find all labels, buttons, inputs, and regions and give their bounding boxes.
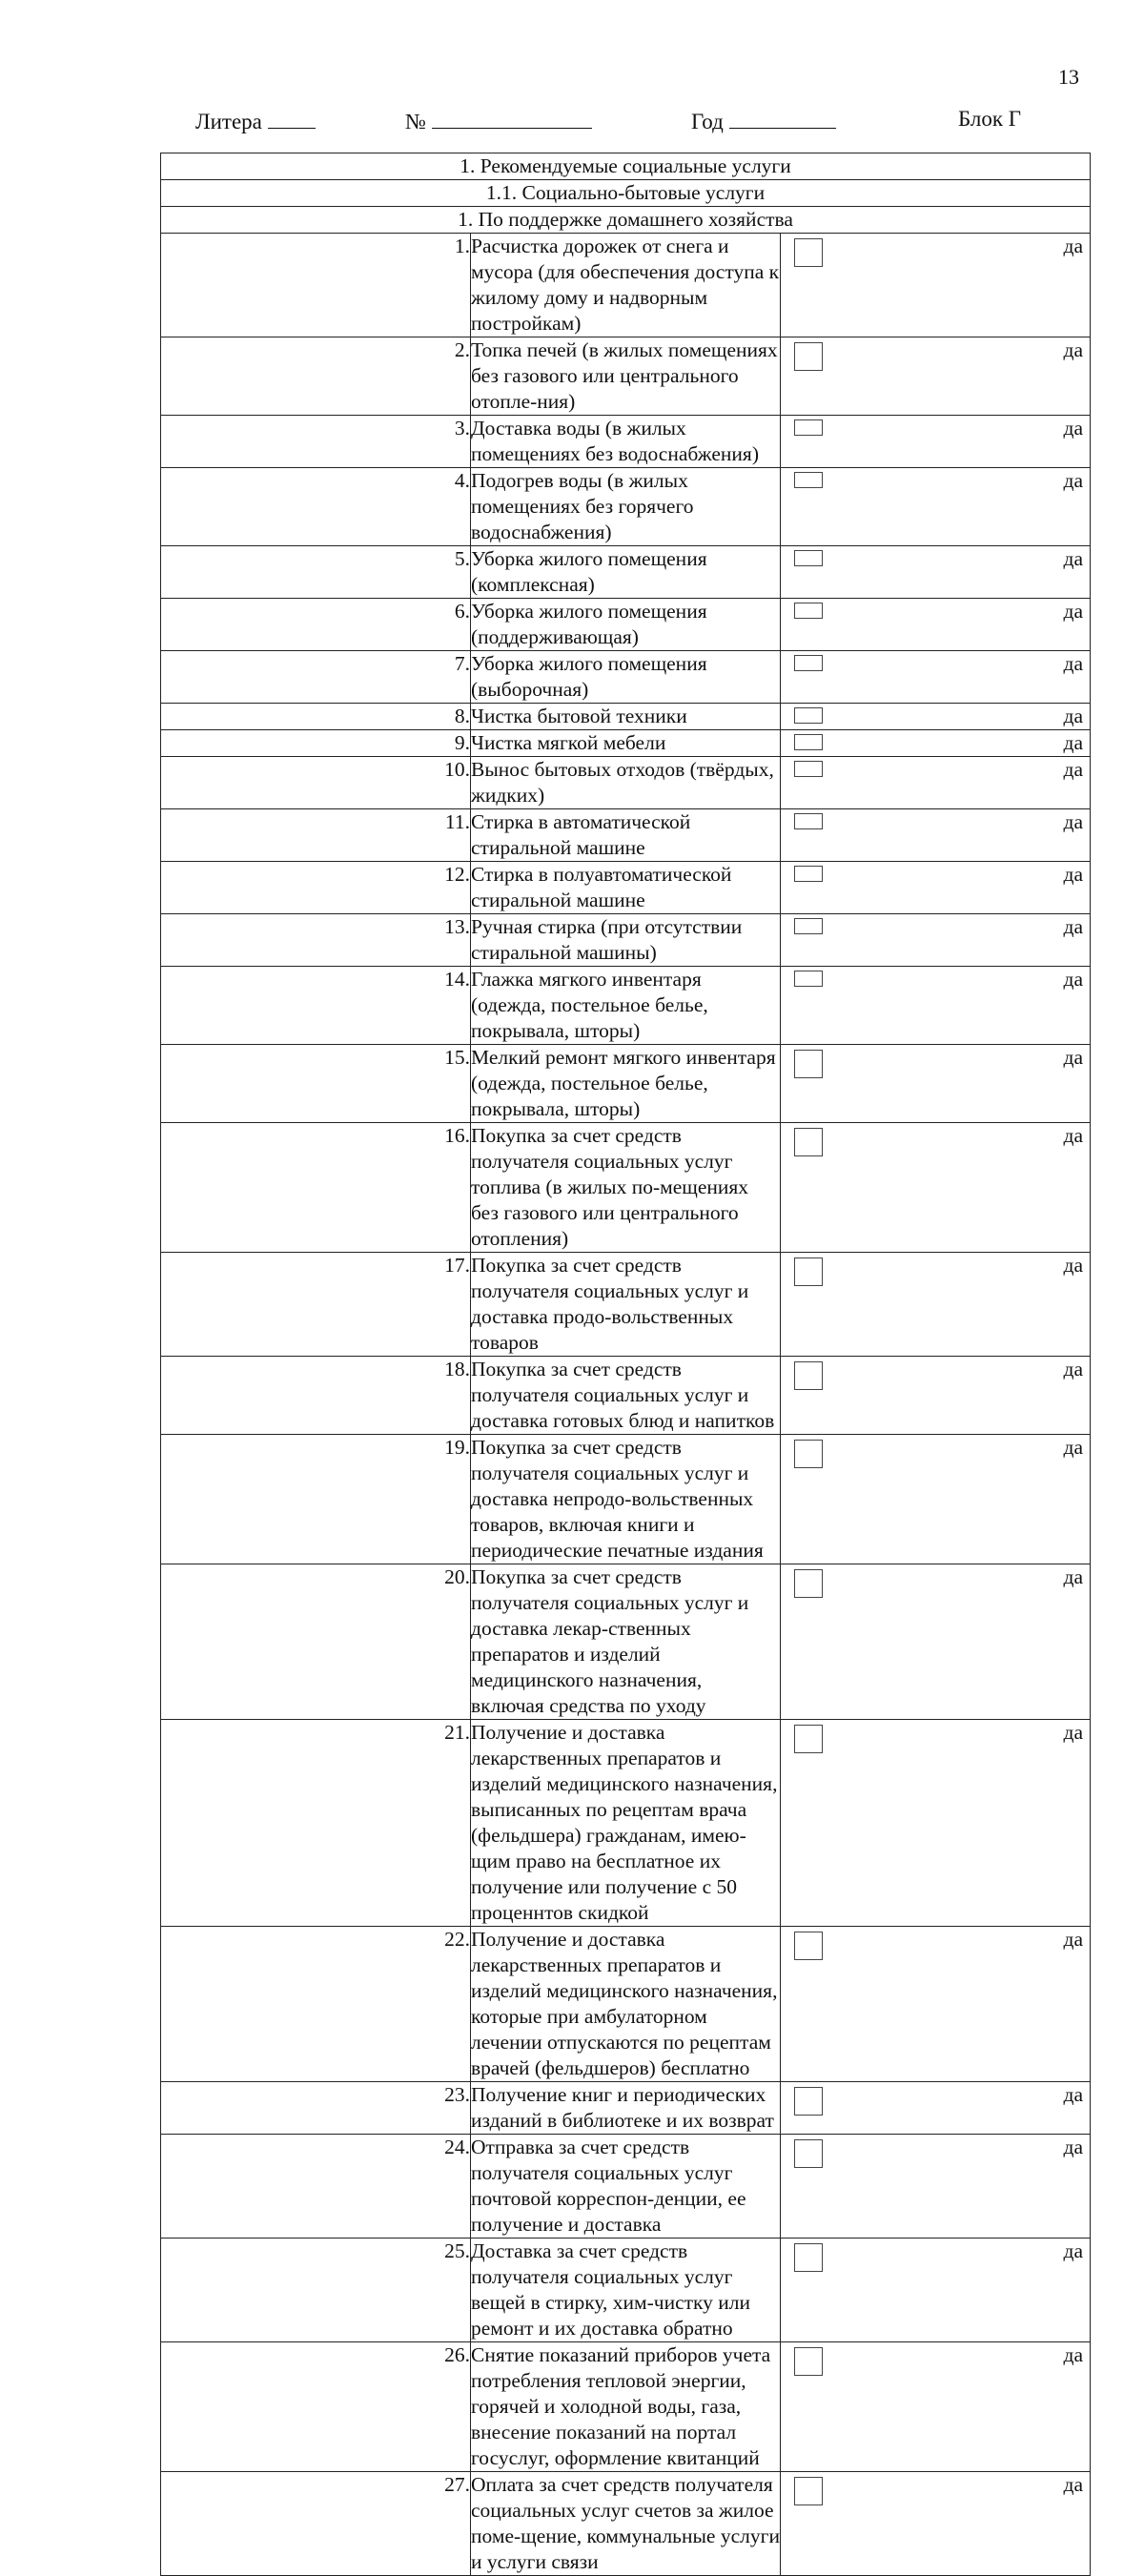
service-checkbox[interactable] [794,1257,823,1286]
service-checkbox[interactable] [794,550,823,566]
service-answer-cell [781,2239,1091,2342]
service-description: Доставка за счет средств получателя социальных услуг вещей в стирку, хим-чистку или ремонт и их доставка обратно [471,2239,781,2342]
service-checkbox[interactable] [794,761,823,777]
answer-yes-label: да [1063,652,1083,675]
service-checkbox[interactable] [794,238,823,267]
service-description: Уборка жилого помещения (выборочная) [471,651,781,704]
service-row [161,337,1091,416]
service-description: Покупка за счет средств получателя социальных услуг топлива (в жилых по-мещениях без газового или центрального отопления) [471,1123,781,1253]
service-number: 27. [161,2472,471,2576]
service-row [161,1435,1091,1564]
service-number: 20. [161,1564,471,1720]
service-number: 10. [161,757,471,809]
service-number: 19. [161,1435,471,1564]
service-checkbox[interactable] [794,1725,823,1753]
section-row [161,180,1091,207]
service-row [161,1253,1091,1357]
service-row [161,2472,1091,2576]
service-description: Стирка в автоматической стиральной машине [471,809,781,862]
service-number: 16. [161,1123,471,1253]
service-checkbox[interactable] [794,1050,823,1078]
service-row [161,967,1091,1045]
service-row [161,651,1091,704]
answer-yes-label: да [1063,2343,1083,2366]
service-description: Ручная стирка (при отсутствии стиральной машины) [471,914,781,967]
service-number: 5. [161,546,471,599]
year-field[interactable] [691,107,836,134]
service-description: Покупка за счет средств получателя социальных услуг и доставка лекар-ственных препаратов и изделий медицинского назначения, включая средства по уходу [471,1564,781,1720]
service-number: 25. [161,2239,471,2342]
service-answer-cell [781,809,1091,862]
service-answer-cell [781,468,1091,546]
service-answer-cell [781,967,1091,1045]
service-answer-cell [781,914,1091,967]
service-checkbox[interactable] [794,603,823,619]
service-row [161,704,1091,730]
service-row [161,1564,1091,1720]
answer-yes-label: да [1063,968,1083,991]
service-number: 11. [161,809,471,862]
service-description: Отправка за счет средств получателя социальных услуг почтовой корреспон-денции, ее получение и доставка [471,2135,781,2239]
service-checkbox[interactable] [794,1569,823,1598]
service-answer-cell [781,416,1091,468]
service-row [161,416,1091,468]
service-number: 8. [161,704,471,730]
service-number: 3. [161,416,471,468]
service-number: 18. [161,1357,471,1435]
service-row [161,468,1091,546]
answer-yes-label: да [1063,469,1083,492]
service-number: 4. [161,468,471,546]
service-row [161,2239,1091,2342]
number-blank[interactable] [432,107,592,129]
service-number: 23. [161,2082,471,2135]
service-checkbox[interactable] [794,2243,823,2272]
answer-yes-label: да [1063,1254,1083,1277]
service-number: 7. [161,651,471,704]
service-answer-cell [781,862,1091,914]
service-checkbox[interactable] [794,1440,823,1468]
answer-yes-label: да [1063,338,1083,361]
answer-yes-label: да [1063,1721,1083,1744]
service-number: 13. [161,914,471,967]
service-checkbox[interactable] [794,655,823,671]
service-number: 21. [161,1720,471,1927]
service-answer-cell [781,1435,1091,1564]
service-checkbox[interactable] [794,419,823,436]
answer-yes-label: да [1063,2473,1083,2496]
service-checkbox[interactable] [794,2477,823,2505]
number-label: № [405,110,426,133]
service-number: 12. [161,862,471,914]
service-number: 26. [161,2342,471,2472]
service-row [161,757,1091,809]
service-row [161,1357,1091,1435]
service-description: Расчистка дорожек от снега и мусора (для обеспечения доступа к жилому дому и надворным постройкам) [471,234,781,337]
service-description: Подогрев воды (в жилых помещениях без горячего водоснабжения) [471,468,781,546]
service-description: Уборка жилого помещения (поддерживающая) [471,599,781,651]
service-checkbox[interactable] [794,918,823,934]
service-checkbox[interactable] [794,1932,823,1960]
answer-yes-label: да [1063,1046,1083,1069]
answer-yes-label: да [1063,2136,1083,2158]
service-checkbox[interactable] [794,866,823,882]
service-row [161,1123,1091,1253]
service-description: Стирка в полуавтоматической стиральной машине [471,862,781,914]
service-answer-cell [781,1927,1091,2082]
service-row [161,234,1091,337]
service-description: Глажка мягкого инвентаря (одежда, постельное белье, покрывала, шторы) [471,967,781,1045]
litera-field[interactable] [195,107,316,134]
answer-yes-label: да [1063,235,1083,257]
answer-yes-label: да [1063,1124,1083,1147]
service-description: Получение и доставка лекарственных препаратов и изделий медицинского назначения, выписанных по рецептам врача (фельдшера) гражданам, имею-щим право на бесплатное их получение или получение с 50 проценнтов скидкой [471,1720,781,1927]
service-row [161,809,1091,862]
section-title-level2: 1.1. Социально-бытовые услуги [161,180,1091,207]
service-number: 14. [161,967,471,1045]
service-answer-cell [781,1720,1091,1927]
service-description: Получение книг и периодических изданий в библиотеке и их возврат [471,2082,781,2135]
service-checkbox[interactable] [794,1128,823,1156]
service-answer-cell [781,651,1091,704]
form-header [0,107,1144,135]
service-description: Снятие показаний приборов учета потребления тепловой энергии, горячей и холодной воды, газа, внесение показаний на портал госуслуг, оформление квитанций [471,2342,781,2472]
service-checkbox[interactable] [794,707,823,724]
service-checkbox[interactable] [794,971,823,987]
section-title-level3: 1. По поддержке домашнего хозяйства [161,207,1091,234]
service-number: 15. [161,1045,471,1123]
service-row [161,2342,1091,2472]
year-label: Год [691,110,724,133]
service-description: Доставка воды (в жилых помещениях без водоснабжения) [471,416,781,468]
answer-yes-label: да [1063,810,1083,833]
service-description: Получение и доставка лекарственных препаратов и изделий медицинского назначения, которые при амбулаторном лечении отпускаются по рецептам врачей (фельдшеров) бесплатно [471,1927,781,2082]
answer-yes-label: да [1063,1565,1083,1588]
service-answer-cell [781,2135,1091,2239]
service-row [161,914,1091,967]
service-answer-cell [781,1564,1091,1720]
service-description: Вынос бытовых отходов (твёрдых, жидких) [471,757,781,809]
answer-yes-label: да [1063,1436,1083,1459]
service-answer-cell [781,2342,1091,2472]
service-answer-cell [781,757,1091,809]
service-description: Топка печей (в жилых помещениях без газового или центрального отопле-ния) [471,337,781,416]
service-answer-cell [781,1253,1091,1357]
service-answer-cell [781,2082,1091,2135]
service-number: 17. [161,1253,471,1357]
service-answer-cell [781,704,1091,730]
answer-yes-label: да [1063,547,1083,570]
service-description: Чистка мягкой мебели [471,730,781,757]
answer-yes-label: да [1063,758,1083,781]
service-checkbox[interactable] [794,1361,823,1390]
service-checkbox[interactable] [794,2347,823,2376]
answer-yes-label: да [1063,915,1083,938]
litera-blank[interactable] [268,107,316,129]
page-number: 13 [1058,65,1079,89]
litera-label: Литера [195,110,262,133]
service-number: 2. [161,337,471,416]
service-description: Покупка за счет средств получателя социальных услуг и доставка готовых блюд и напитков [471,1357,781,1435]
service-row [161,1927,1091,2082]
service-row [161,1045,1091,1123]
service-number: 1. [161,234,471,337]
answer-yes-label: да [1063,705,1083,727]
answer-yes-label: да [1063,2083,1083,2106]
answer-yes-label: да [1063,863,1083,886]
service-checkbox[interactable] [794,472,823,488]
service-row [161,599,1091,651]
service-description: Мелкий ремонт мягкого инвентаря (одежда, постельное белье, покрывала, шторы) [471,1045,781,1123]
service-checkbox[interactable] [794,2139,823,2168]
section-title-level1: 1. Рекомендуемые социальные услуги [161,153,1091,180]
service-checkbox[interactable] [794,734,823,750]
service-answer-cell [781,234,1091,337]
service-description: Чистка бытовой техники [471,704,781,730]
answer-yes-label: да [1063,417,1083,440]
block-label: Блок Г [958,107,1022,131]
service-answer-cell [781,730,1091,757]
service-description: Покупка за счет средств получателя социальных услуг и доставка непродо-вольственных товаров, включая книги и периодические печатные издания [471,1435,781,1564]
answer-yes-label: да [1063,1358,1083,1380]
service-description: Покупка за счет средств получателя социальных услуг и доставка продо-вольственных товаров [471,1253,781,1357]
service-checkbox[interactable] [794,2087,823,2116]
year-blank[interactable] [729,107,836,129]
number-field[interactable] [405,107,592,134]
answer-yes-label: да [1063,1928,1083,1951]
service-description: Уборка жилого помещения (комплексная) [471,546,781,599]
service-answer-cell [781,1357,1091,1435]
service-answer-cell [781,2472,1091,2576]
service-number: 9. [161,730,471,757]
service-row [161,730,1091,757]
service-row [161,546,1091,599]
service-row [161,2135,1091,2239]
service-answer-cell [781,546,1091,599]
service-number: 24. [161,2135,471,2239]
section-row [161,153,1091,180]
answer-yes-label: да [1063,731,1083,754]
answer-yes-label: да [1063,600,1083,623]
services-table [160,153,1091,2576]
service-checkbox[interactable] [794,813,823,829]
answer-yes-label: да [1063,2239,1083,2262]
service-answer-cell [781,337,1091,416]
service-row [161,1720,1091,1927]
service-checkbox[interactable] [794,342,823,371]
service-row [161,2082,1091,2135]
service-number: 22. [161,1927,471,2082]
service-description: Оплата за счет средств получателя социальных услуг счетов за жилое поме-щение, коммунальные услуги и услуги связи [471,2472,781,2576]
section-row [161,207,1091,234]
service-answer-cell [781,1045,1091,1123]
service-answer-cell [781,1123,1091,1253]
service-answer-cell [781,599,1091,651]
service-number: 6. [161,599,471,651]
service-row [161,862,1091,914]
